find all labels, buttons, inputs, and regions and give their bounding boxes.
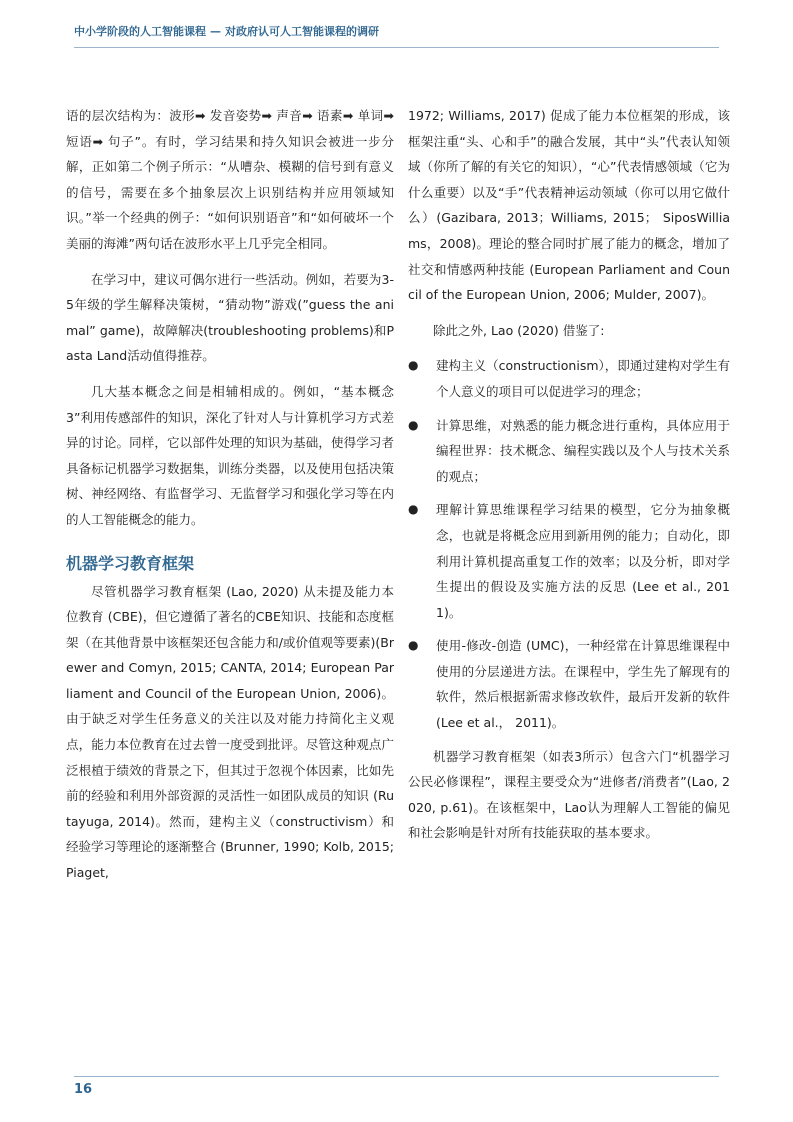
list-item-text: 使用-修改-创造 (UMC)，一种经常在计算思维课程中使用的分层递进方法。在课程中，学生先了解现有的软件，然后根据新需求修改软件，最后开发新的软件 (Lee et al.， 2011)。	[436, 638, 730, 731]
list-item-text: 理解计算思维课程学习结果的模型，它分为抽象概念，也就是将概念应用到新用例的能力；自动化，即利用计算机提高重复工作的效率；以及分析，即对学生提出的假设及实施方法的反思 (Lee et al., 2011)。	[436, 502, 730, 620]
paragraph: 除此之外, Lao (2020) 借鉴了:	[433, 322, 605, 338]
header-divider	[74, 47, 719, 48]
paragraph: 几大基本概念之间是相辅相成的。例如，“基本概念3”利用传感部件的知识，深化了针对人与计算机学习方式差异的讨论。同样，它以部件处理的知识为基础，使得学习者具备标记机器学习数据集，训练分类器，以及使用包括决策树、神经网络、有监督学习、无监督学习和强化学习等在内的人工智能概念的能力。	[66, 383, 394, 527]
bullet-icon: ●	[408, 638, 419, 653]
paragraph: 尽管机器学习教育框架 (Lao, 2020) 从未提及能力本位教育 (CBE)，但它遵循了著名的CBE知识、技能和态度框架（在其他背景中该框架还包含能力和/或价值观等要素)(Brewer and Comyn, 2015; CANTA, 2014; European Parliament and Council of the European Union, 2006)。由于缺乏对学生任务意义的关注以及对能力持简化主义观点，能力本位教育在过去曾一度受到批评。尽管这种观点广泛根植于绩效的背景之下，但其过于忽视个体因素，比如先前的经验和利用外部资源的灵活性一如团队成员的知识 (Rutayuga, 2014)。然而，建构主义（constructivism）和经验学习等理论的逐渐整合 (Brunner, 1990; Kolb, 2015; Piaget,	[66, 583, 394, 881]
list-item	[408, 633, 730, 735]
list-item	[408, 413, 730, 490]
header-separator: —	[210, 25, 221, 38]
list-item	[408, 353, 730, 404]
right-column	[408, 103, 730, 856]
paragraph: 机器学习教育框架（如表3所示）包含六门“机器学习公民必修课程”，课程主要受众为“进修者/消费者”(Lao, 2020, p.61)。在该框架中，Lao认为理解人工智能的偏见和社会影响是针对所有技能获取的基本要求。	[408, 748, 730, 841]
page-number: 16	[74, 1082, 93, 1097]
list-item-text: 计算思维，对熟悉的能力概念进行重构，具体应用于编程世界：技术概念、编程实践以及个人与技术关系的观点；	[436, 417, 730, 484]
header-title: 中小学阶段的人工智能课程	[74, 25, 206, 38]
bullet-icon: ●	[408, 417, 419, 432]
paragraph: 在学习中，建议可偶尔进行一些活动。例如，若要为3-5年级的学生解释决策树，“猜动物”游戏(”guess the animal” game)，故障解决(troubleshooting problems)和Pasta Land活动值得推荐。	[66, 271, 394, 364]
paragraph: 语的层次结构为：波形➡ 发音姿势➡ 声音➡ 语素➡ 单词➡ 短语➡ 句子”。有时，学习结果和持久知识会被进一步分解，正如第二个例子所示：“从嘈杂、模糊的信号到有意义的信号，需要在多个抽象层次上识别结构并应用领域知识。”举一个经典的例子：“如何识别语音”和“如何破坏一个美丽的海滩”两句话在波形水平上几乎完全相同。	[66, 108, 394, 251]
bullet-icon: ●	[408, 502, 419, 517]
footer-divider	[74, 1076, 719, 1077]
section-heading: 机器学习教育框架	[66, 553, 195, 573]
list-item-text: 建构主义（constructionism），即通过建构对学生有个人意义的项目可以促进学习的理念；	[436, 358, 730, 399]
left-column	[66, 103, 394, 896]
running-header	[74, 24, 719, 40]
paragraph: 1972; Williams, 2017) 促成了能力本位框架的形成，该框架注重“头、心和手”的融合发展，其中“头”代表认知领域（你所了解的有关它的知识），“心”代表情感领域（它为什么重要）以及“手”代表精神运动领域（你可以用它做什么）(Gazibara, 2013；Williams, 2015； SiposWilliams，2008)。理论的整合同时扩展了能力的概念，增加了社交和情感两种技能 (European Parliament and Council of the European Union, 2006; Mulder, 2007)。	[408, 108, 730, 303]
bullet-icon: ●	[408, 358, 419, 373]
header-subtitle: 对政府认可人工智能课程的调研	[225, 25, 379, 38]
list-item	[408, 497, 730, 625]
